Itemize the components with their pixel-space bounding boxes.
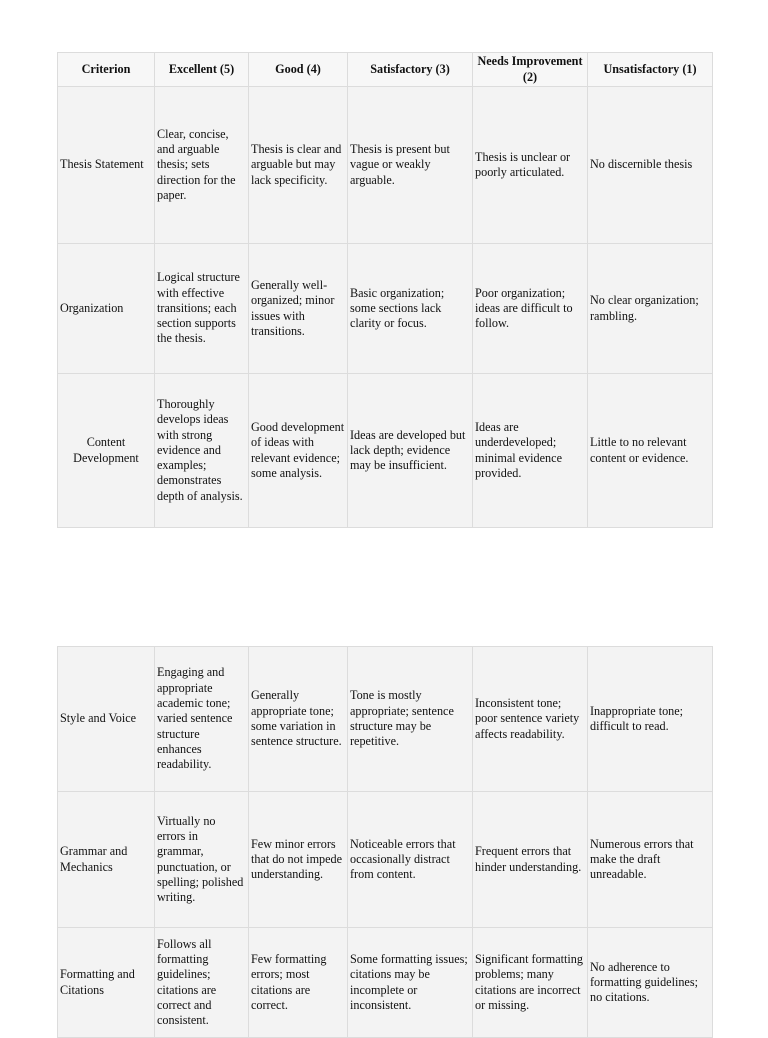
needs-improvement-cell: Inconsistent tone; poor sentence variety affects readability.: [473, 647, 588, 792]
satisfactory-cell: Thesis is present but vague or weakly arguable.: [348, 87, 473, 244]
criterion-cell: Content Development: [58, 374, 155, 528]
excellent-cell: Follows all formatting guidelines; citations are correct and consistent.: [155, 928, 249, 1038]
criterion-cell: Organization: [58, 244, 155, 374]
criterion-cell: Grammar and Mechanics: [58, 792, 155, 928]
good-cell: Few formatting errors; most citations are correct.: [249, 928, 348, 1038]
header-satisfactory: Satisfactory (3): [348, 53, 473, 87]
good-cell: Few minor errors that do not impede understanding.: [249, 792, 348, 928]
criterion-cell: Thesis Statement: [58, 87, 155, 244]
needs-improvement-cell: Thesis is unclear or poorly articulated.: [473, 87, 588, 244]
unsatisfactory-cell: Inappropriate tone; difficult to read.: [588, 647, 713, 792]
header-excellent: Excellent (5): [155, 53, 249, 87]
header-criterion: Criterion: [58, 53, 155, 87]
needs-improvement-cell: Poor organization; ideas are difficult to follow.: [473, 244, 588, 374]
header-unsatisfactory: Unsatisfactory (1): [588, 53, 713, 87]
needs-improvement-cell: Frequent errors that hinder understanding.: [473, 792, 588, 928]
excellent-cell: Virtually no errors in grammar, punctuation, or spelling; polished writing.: [155, 792, 249, 928]
unsatisfactory-cell: No clear organization; rambling.: [588, 244, 713, 374]
rubric-table-bottom: [57, 646, 713, 1038]
unsatisfactory-cell: No discernible thesis: [588, 87, 713, 244]
rubric-table-top: [57, 52, 713, 528]
excellent-cell: Clear, concise, and arguable thesis; sets direction for the paper.: [155, 87, 249, 244]
table-row: [58, 647, 713, 792]
unsatisfactory-cell: Little to no relevant content or evidence.: [588, 374, 713, 528]
table-row: [58, 374, 713, 528]
unsatisfactory-cell: No adherence to formatting guidelines; no citations.: [588, 928, 713, 1038]
satisfactory-cell: Some formatting issues; citations may be incomplete or inconsistent.: [348, 928, 473, 1038]
header-good: Good (4): [249, 53, 348, 87]
satisfactory-cell: Noticeable errors that occasionally distract from content.: [348, 792, 473, 928]
excellent-cell: Thoroughly develops ideas with strong evidence and examples; demonstrates depth of analysis.: [155, 374, 249, 528]
criterion-cell: Formatting and Citations: [58, 928, 155, 1038]
table-row: [58, 244, 713, 374]
excellent-cell: Logical structure with effective transitions; each section supports the thesis.: [155, 244, 249, 374]
satisfactory-cell: Tone is mostly appropriate; sentence structure may be repetitive.: [348, 647, 473, 792]
table-row: [58, 928, 713, 1038]
good-cell: Generally appropriate tone; some variation in sentence structure.: [249, 647, 348, 792]
good-cell: Generally well-organized; minor issues with transitions.: [249, 244, 348, 374]
good-cell: Good development of ideas with relevant evidence; some analysis.: [249, 374, 348, 528]
good-cell: Thesis is clear and arguable but may lack specificity.: [249, 87, 348, 244]
satisfactory-cell: Basic organization; some sections lack clarity or focus.: [348, 244, 473, 374]
table-row: [58, 87, 713, 244]
needs-improvement-cell: Ideas are underdeveloped; minimal evidence provided.: [473, 374, 588, 528]
header-needs-improvement: Needs Improvement (2): [473, 53, 588, 87]
table-row: [58, 792, 713, 928]
needs-improvement-cell: Significant formatting problems; many citations are incorrect or missing.: [473, 928, 588, 1038]
satisfactory-cell: Ideas are developed but lack depth; evidence may be insufficient.: [348, 374, 473, 528]
unsatisfactory-cell: Numerous errors that make the draft unreadable.: [588, 792, 713, 928]
excellent-cell: Engaging and appropriate academic tone; varied sentence structure enhances readability.: [155, 647, 249, 792]
criterion-cell: Style and Voice: [58, 647, 155, 792]
header-row: [58, 53, 713, 87]
